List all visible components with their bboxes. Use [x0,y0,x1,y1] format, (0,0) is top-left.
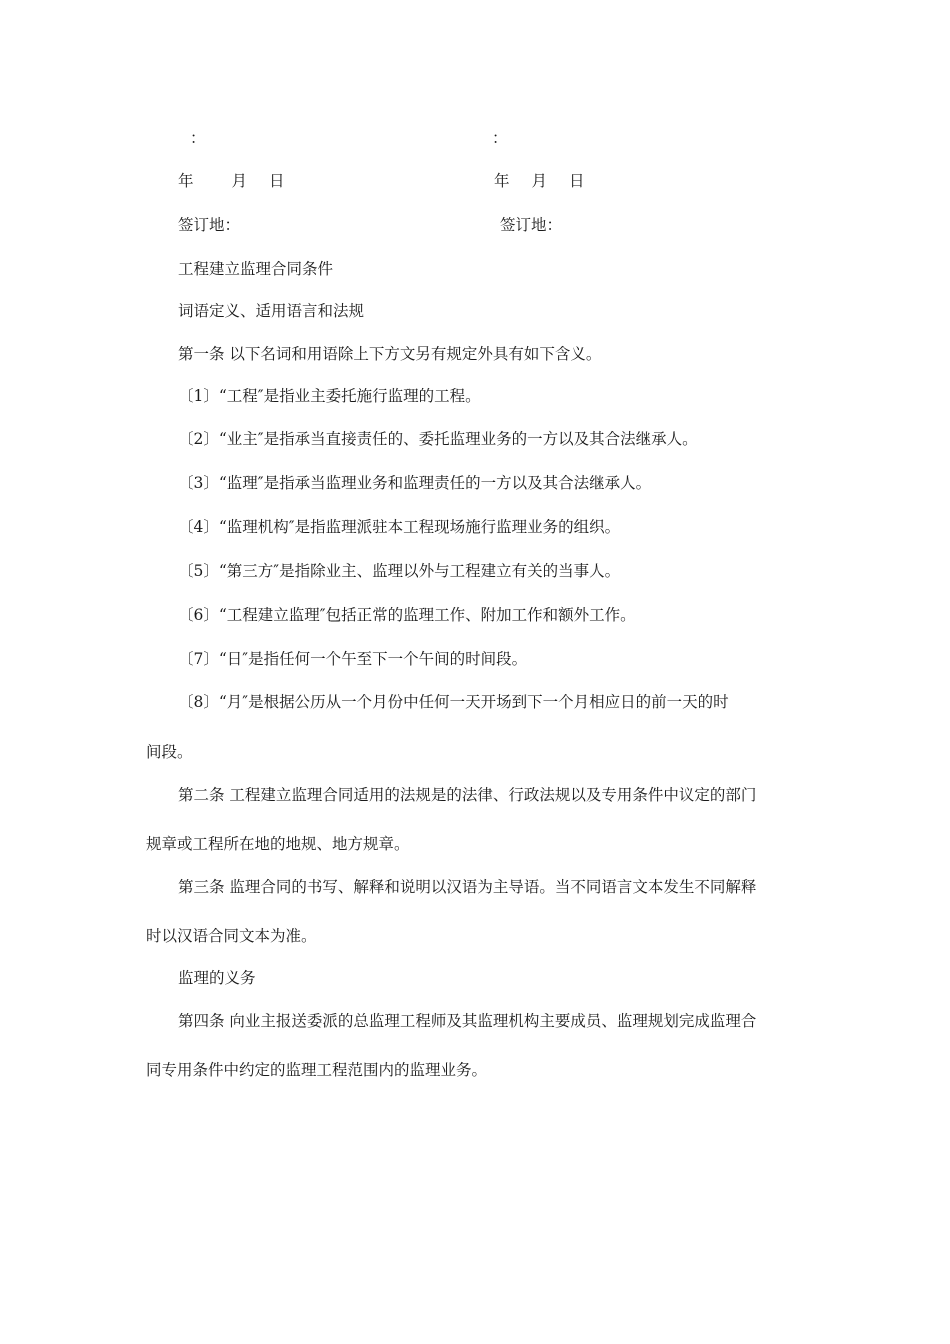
definition-8-line-2: 间段。 [146,743,193,761]
definition-item: 〔4〕“监理机构″是指监理派驻本工程现场施行监理业务的组织。 [178,518,621,536]
definition-item: 〔6〕“工程建立监理″包括正常的监理工作、附加工作和额外工作。 [178,606,636,624]
article-2-line-2: 规章或工程所在地的地规、地方规章。 [146,835,410,853]
article-2-line-1: 第二条 工程建立监理合同适用的法规是的法律、行政法规以及专用条件中议定的部门 [178,786,757,804]
article-4-line-1: 第四条 向业主报送委派的总监理工程师及其监理机构主要成员、监理规划完成监理合 [178,1012,757,1030]
definition-item: 〔3〕“监理″是指承当监理业务和监理责任的一方以及其合法继承人。 [178,474,652,492]
left-date-day: 日 [269,172,285,190]
definition-item: 〔7〕“日″是指任何一个午至下一个午间的时间段。 [178,650,528,668]
left-date-year: 年 [178,172,194,190]
article-3-line-1: 第三条 监理合同的书写、解释和说明以汉语为主导语。当不同语言文本发生不同解释 [178,878,757,896]
right-date-year: 年 [494,172,510,190]
left-sign-place: 签订地： [178,216,241,234]
right-date-day: 日 [569,172,585,190]
right-sign-place: 签订地： [500,216,563,234]
definition-8-line-1: 〔8〕“月″是根据公历从一个月份中任何一天开场到下一个月相应日的前一天的时 [178,693,729,711]
right-sign-date [494,171,585,191]
section-heading-definitions: 词语定义、适用语言和法规 [178,302,365,320]
left-sign-date [178,171,285,191]
article-1: 第一条 以下名词和用语除上下方文另有规定外具有如下含义。 [178,345,602,363]
definition-item: 〔2〕“业主″是指承当直接责任的、委托监理业务的一方以及其合法继承人。 [178,430,698,448]
right-party-colon: ： [492,129,508,147]
section-heading-obligations: 监理的义务 [178,969,256,987]
right-date-month: 月 [531,172,548,190]
document-title: 工程建立监理合同条件 [178,260,334,278]
left-party-colon: ： [190,129,206,147]
definition-item: 〔5〕“第三方″是指除业主、监理以外与工程建立有关的当事人。 [178,562,621,580]
definition-item: 〔1〕“工程″是指业主委托施行监理的工程。 [178,387,481,405]
article-3-line-2: 时以汉语合同文本为准。 [146,927,317,945]
left-date-month: 月 [231,172,248,190]
article-4-line-2: 同专用条件中约定的监理工程范围内的监理业务。 [146,1061,488,1079]
